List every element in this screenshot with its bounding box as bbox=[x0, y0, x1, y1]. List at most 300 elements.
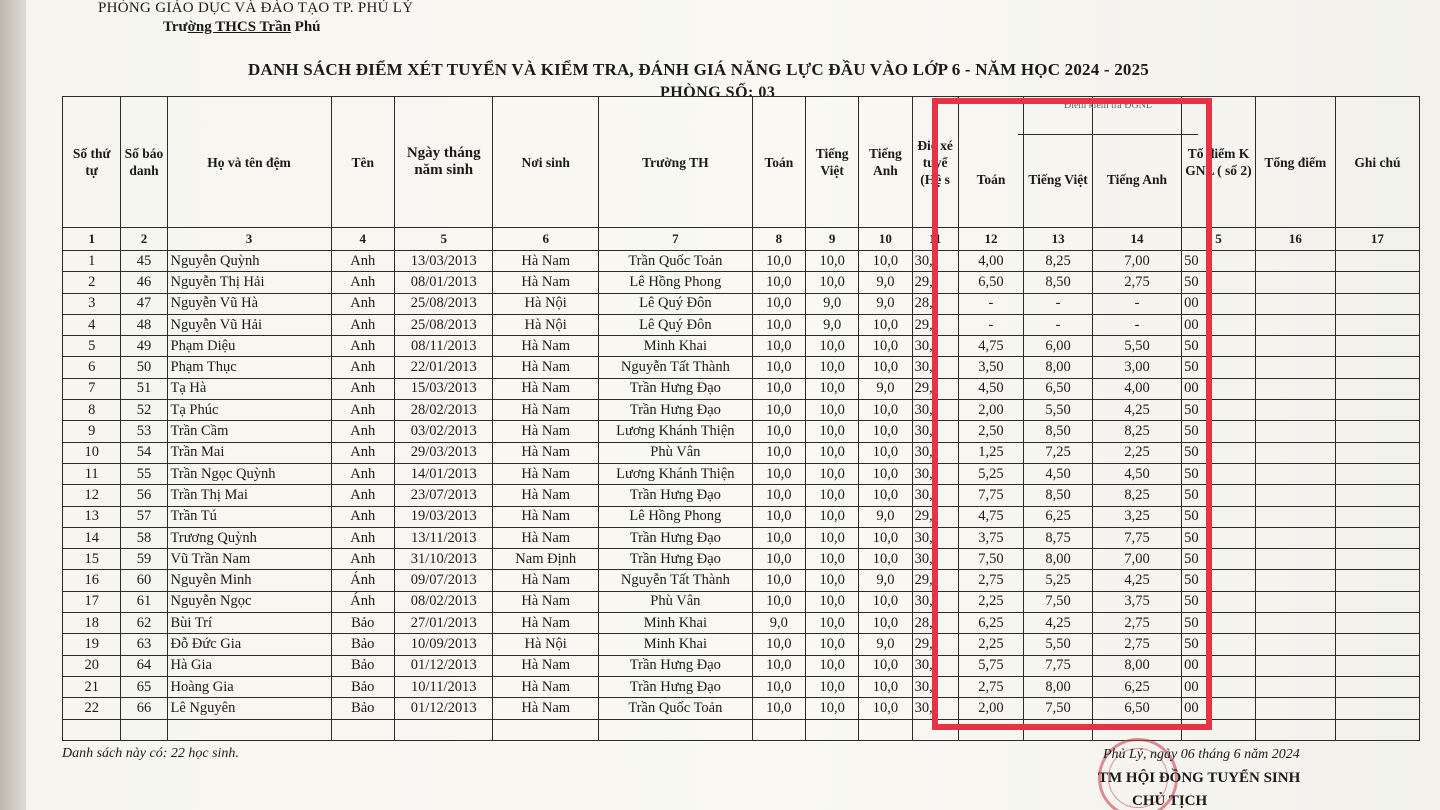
cell-ghi-chu bbox=[1335, 613, 1419, 634]
cell-tong-gnl: 50 bbox=[1182, 463, 1256, 484]
column-number: 10 bbox=[859, 228, 912, 251]
cell-toan: 10,0 bbox=[752, 421, 805, 442]
cell-sbd: 64 bbox=[121, 655, 167, 676]
cell-tieng-anh: 10,0 bbox=[859, 655, 912, 676]
cell-gnl-tieng-viet: 6,25 bbox=[1024, 506, 1093, 527]
cell-ghi-chu bbox=[1335, 442, 1419, 463]
cell-diem-xet-tuyen: 30, bbox=[912, 400, 958, 421]
table-row bbox=[63, 485, 1420, 506]
cell-sbd: 45 bbox=[121, 251, 167, 272]
room-number: PHÒNG SỐ: 03 bbox=[660, 84, 776, 101]
cell-gnl-tieng-anh: 4,25 bbox=[1092, 570, 1181, 591]
cell-truong-th: Nguyễn Tất Thành bbox=[598, 570, 752, 591]
cell-stt: 5 bbox=[63, 336, 121, 357]
cell-ten: Anh bbox=[331, 357, 395, 378]
cell-gnl-tieng-anh: 4,25 bbox=[1092, 400, 1181, 421]
cell-diem-xet-tuyen: 28, bbox=[912, 293, 958, 314]
cell-tieng-anh: 10,0 bbox=[859, 463, 912, 484]
cell-tieng-anh: 9,0 bbox=[859, 634, 912, 655]
cell-tong-gnl: 50 bbox=[1182, 485, 1256, 506]
cell-tieng-viet: 9,0 bbox=[806, 314, 859, 335]
signing-date: Phủ Lý, ngày 06 tháng 6 năm 2024 bbox=[1103, 747, 1300, 762]
cell-tieng-viet: 10,0 bbox=[806, 463, 859, 484]
cell-gnl-tieng-anh: 3,75 bbox=[1092, 591, 1181, 612]
cell-ngay-sinh: 25/08/2013 bbox=[395, 293, 493, 314]
council-title: TM HỘI ĐỒNG TUYỂN SINH bbox=[1098, 770, 1301, 786]
cell-toan: 10,0 bbox=[752, 442, 805, 463]
cell-gnl-tieng-anh: - bbox=[1092, 314, 1181, 335]
table-row bbox=[63, 272, 1420, 293]
empty-cell bbox=[167, 719, 331, 740]
cell-ngay-sinh: 22/01/2013 bbox=[395, 357, 493, 378]
cell-toan: 10,0 bbox=[752, 570, 805, 591]
cell-tieng-anh: 10,0 bbox=[859, 591, 912, 612]
cell-gnl-tieng-anh: 3,00 bbox=[1092, 357, 1181, 378]
cell-stt: 14 bbox=[63, 527, 121, 548]
cell-tong-gnl: 50 bbox=[1182, 634, 1256, 655]
column-number: 7 bbox=[598, 228, 752, 251]
cell-ngay-sinh: 08/01/2013 bbox=[395, 272, 493, 293]
column-number: 1 bbox=[63, 228, 121, 251]
cell-ten: Anh bbox=[331, 272, 395, 293]
red-highlight-box bbox=[932, 98, 1212, 730]
cell-ho-dem: Tạ Phúc bbox=[167, 400, 331, 421]
cell-diem-xet-tuyen: 30, bbox=[912, 421, 958, 442]
cell-noi-sinh: Hà Nam bbox=[493, 357, 599, 378]
cell-ten: Anh bbox=[331, 314, 395, 335]
empty-cell bbox=[752, 719, 805, 740]
cell-ten: Bảo bbox=[331, 613, 395, 634]
col-header-ho-dem: Họ và tên đệm bbox=[167, 97, 331, 228]
cell-tieng-anh: 9,0 bbox=[859, 272, 912, 293]
cell-ghi-chu bbox=[1335, 570, 1419, 591]
cell-diem-xet-tuyen: 29, bbox=[912, 314, 958, 335]
gnl-group-header: Điểm kiểm tra ĐGNL bbox=[1018, 100, 1198, 135]
cell-gnl-tieng-viet: 7,50 bbox=[1024, 591, 1093, 612]
cell-ho-dem: Bùi Trí bbox=[167, 613, 331, 634]
cell-gnl-tieng-viet: 8,25 bbox=[1024, 251, 1093, 272]
cell-truong-th: Trần Hưng Đạo bbox=[598, 549, 752, 570]
cell-tong-diem bbox=[1255, 527, 1335, 548]
table-row bbox=[63, 549, 1420, 570]
cell-tong-gnl: 50 bbox=[1182, 357, 1256, 378]
column-number: 9 bbox=[806, 228, 859, 251]
cell-gnl-tieng-viet: 7,50 bbox=[1024, 698, 1093, 719]
cell-noi-sinh: Hà Nam bbox=[493, 570, 599, 591]
cell-gnl-toan: 3,75 bbox=[958, 527, 1024, 548]
cell-truong-th: Lương Khánh Thiện bbox=[598, 463, 752, 484]
cell-tong-diem bbox=[1255, 400, 1335, 421]
col-header-ten: Tên bbox=[331, 97, 395, 228]
cell-ho-dem: Trần Tú bbox=[167, 506, 331, 527]
cell-truong-th: Lê Hồng Phong bbox=[598, 272, 752, 293]
cell-gnl-tieng-anh: 2,25 bbox=[1092, 442, 1181, 463]
cell-gnl-toan: - bbox=[958, 293, 1024, 314]
cell-gnl-tieng-viet: 8,00 bbox=[1024, 357, 1093, 378]
cell-diem-xet-tuyen: 30, bbox=[912, 698, 958, 719]
cell-ten: Bảo bbox=[331, 634, 395, 655]
cell-sbd: 60 bbox=[121, 570, 167, 591]
cell-truong-th: Minh Khai bbox=[598, 634, 752, 655]
cell-toan: 10,0 bbox=[752, 485, 805, 506]
cell-sbd: 48 bbox=[121, 314, 167, 335]
cell-gnl-tieng-anh: 2,75 bbox=[1092, 613, 1181, 634]
cell-ho-dem: Phạm Diệu bbox=[167, 336, 331, 357]
cell-tieng-viet: 10,0 bbox=[806, 485, 859, 506]
column-number: 6 bbox=[493, 228, 599, 251]
cell-gnl-tieng-anh: 8,25 bbox=[1092, 421, 1181, 442]
cell-tieng-anh: 9,0 bbox=[859, 506, 912, 527]
cell-toan: 10,0 bbox=[752, 272, 805, 293]
cell-sbd: 54 bbox=[121, 442, 167, 463]
cell-sbd: 56 bbox=[121, 485, 167, 506]
student-count: Danh sách này có: 22 học sinh. bbox=[62, 746, 239, 761]
table-row bbox=[63, 400, 1420, 421]
col-header-gnl-tieng-anh: Tiếng Anh bbox=[1092, 97, 1181, 228]
cell-gnl-tieng-viet: 6,50 bbox=[1024, 378, 1093, 399]
cell-ten: Anh bbox=[331, 527, 395, 548]
cell-tieng-anh: 10,0 bbox=[859, 421, 912, 442]
cell-stt: 20 bbox=[63, 655, 121, 676]
cell-gnl-toan: 1,25 bbox=[958, 442, 1024, 463]
cell-diem-xet-tuyen: 29, bbox=[912, 506, 958, 527]
cell-tong-diem bbox=[1255, 251, 1335, 272]
col-header-toan: Toán bbox=[752, 97, 805, 228]
cell-gnl-toan: 4,50 bbox=[958, 378, 1024, 399]
cell-tong-gnl: 50 bbox=[1182, 336, 1256, 357]
cell-tong-diem bbox=[1255, 655, 1335, 676]
empty-cell bbox=[395, 719, 493, 740]
column-number: 16 bbox=[1255, 228, 1335, 251]
cell-sbd: 63 bbox=[121, 634, 167, 655]
cell-gnl-tieng-viet: 4,50 bbox=[1024, 463, 1093, 484]
cell-tieng-viet: 10,0 bbox=[806, 251, 859, 272]
cell-ho-dem: Trần Ngọc Quỳnh bbox=[167, 463, 331, 484]
col-header-tong-diem: Tổng điểm bbox=[1255, 97, 1335, 228]
cell-gnl-toan: 6,50 bbox=[958, 272, 1024, 293]
cell-truong-th: Phù Vân bbox=[598, 442, 752, 463]
column-number: 8 bbox=[752, 228, 805, 251]
cell-tong-diem bbox=[1255, 698, 1335, 719]
cell-tong-diem bbox=[1255, 336, 1335, 357]
cell-ghi-chu bbox=[1335, 272, 1419, 293]
cell-tong-gnl: 00 bbox=[1182, 314, 1256, 335]
table-row bbox=[63, 655, 1420, 676]
col-header-noi-sinh: Nơi sinh bbox=[493, 97, 599, 228]
cell-toan: 10,0 bbox=[752, 336, 805, 357]
cell-ghi-chu bbox=[1335, 357, 1419, 378]
cell-tieng-viet: 10,0 bbox=[806, 442, 859, 463]
col-header-stt: Số thứ tự bbox=[63, 97, 121, 228]
cell-noi-sinh: Hà Nam bbox=[493, 698, 599, 719]
cell-tong-diem bbox=[1255, 357, 1335, 378]
cell-stt: 21 bbox=[63, 676, 121, 697]
cell-noi-sinh: Hà Nam bbox=[493, 613, 599, 634]
cell-ho-dem: Nguyễn Ngọc bbox=[167, 591, 331, 612]
cell-ghi-chu bbox=[1335, 634, 1419, 655]
cell-stt: 17 bbox=[63, 591, 121, 612]
cell-ho-dem: Nguyễn Thị Hải bbox=[167, 272, 331, 293]
cell-gnl-tieng-viet: - bbox=[1024, 293, 1093, 314]
cell-gnl-toan: - bbox=[958, 314, 1024, 335]
cell-tieng-anh: 10,0 bbox=[859, 698, 912, 719]
table-row bbox=[63, 251, 1420, 272]
cell-gnl-toan: 2,25 bbox=[958, 591, 1024, 612]
col-header-ngay-sinh: Ngày tháng năm sinh bbox=[395, 97, 493, 228]
cell-noi-sinh: Hà Nam bbox=[493, 655, 599, 676]
cell-sbd: 47 bbox=[121, 293, 167, 314]
cell-ghi-chu bbox=[1335, 336, 1419, 357]
cell-sbd: 53 bbox=[121, 421, 167, 442]
column-number-row bbox=[63, 228, 1420, 251]
cell-gnl-toan: 7,50 bbox=[958, 549, 1024, 570]
cell-tong-gnl: 00 bbox=[1182, 293, 1256, 314]
cell-ngay-sinh: 01/12/2013 bbox=[395, 655, 493, 676]
cell-ho-dem: Nguyễn Minh bbox=[167, 570, 331, 591]
cell-tieng-viet: 10,0 bbox=[806, 698, 859, 719]
cell-tong-gnl: 50 bbox=[1182, 400, 1256, 421]
cell-tieng-viet: 10,0 bbox=[806, 527, 859, 548]
cell-ngay-sinh: 29/03/2013 bbox=[395, 442, 493, 463]
table-header-row bbox=[63, 97, 1420, 228]
cell-ho-dem: Phạm Thục bbox=[167, 357, 331, 378]
column-number: 5 bbox=[1182, 228, 1256, 251]
cell-gnl-tieng-anh: 7,00 bbox=[1092, 251, 1181, 272]
cell-gnl-tieng-viet: 7,25 bbox=[1024, 442, 1093, 463]
cell-diem-xet-tuyen: 30, bbox=[912, 676, 958, 697]
cell-gnl-tieng-viet: 4,25 bbox=[1024, 613, 1093, 634]
cell-stt: 3 bbox=[63, 293, 121, 314]
cell-truong-th: Nguyễn Tất Thành bbox=[598, 357, 752, 378]
cell-noi-sinh: Hà Nội bbox=[493, 314, 599, 335]
cell-truong-th: Trần Quốc Toản bbox=[598, 251, 752, 272]
school-name-underlined: ờng THCS Trần bbox=[187, 19, 291, 35]
cell-tong-gnl: 00 bbox=[1182, 655, 1256, 676]
cell-ghi-chu bbox=[1335, 485, 1419, 506]
table-row bbox=[63, 378, 1420, 399]
column-number: 13 bbox=[1024, 228, 1093, 251]
cell-ten: Anh bbox=[331, 463, 395, 484]
col-header-sbd: Số báo danh bbox=[121, 97, 167, 228]
cell-stt: 4 bbox=[63, 314, 121, 335]
cell-tong-diem bbox=[1255, 378, 1335, 399]
cell-noi-sinh: Hà Nam bbox=[493, 591, 599, 612]
cell-gnl-toan: 2,75 bbox=[958, 570, 1024, 591]
cell-toan: 10,0 bbox=[752, 293, 805, 314]
cell-ten: Bảo bbox=[331, 698, 395, 719]
school-name bbox=[163, 19, 321, 36]
cell-ho-dem: Trần Thị Mai bbox=[167, 485, 331, 506]
table-row bbox=[63, 506, 1420, 527]
table-row bbox=[63, 442, 1420, 463]
cell-gnl-tieng-anh: 6,50 bbox=[1092, 698, 1181, 719]
cell-noi-sinh: Hà Nam bbox=[493, 463, 599, 484]
cell-gnl-tieng-viet: 5,50 bbox=[1024, 400, 1093, 421]
school-name-part: Trư bbox=[163, 19, 188, 35]
cell-ngay-sinh: 19/03/2013 bbox=[395, 506, 493, 527]
cell-truong-th: Lê Hồng Phong bbox=[598, 506, 752, 527]
cell-ngay-sinh: 08/02/2013 bbox=[395, 591, 493, 612]
cell-stt: 18 bbox=[63, 613, 121, 634]
cell-gnl-tieng-anh: 7,00 bbox=[1092, 549, 1181, 570]
cell-ghi-chu bbox=[1335, 251, 1419, 272]
cell-tieng-anh: 10,0 bbox=[859, 357, 912, 378]
cell-diem-xet-tuyen: 30, bbox=[912, 591, 958, 612]
cell-toan: 9,0 bbox=[752, 613, 805, 634]
col-header-truong-th: Trường TH bbox=[598, 97, 752, 228]
cell-stt: 15 bbox=[63, 549, 121, 570]
cell-tong-gnl: 50 bbox=[1182, 527, 1256, 548]
cell-gnl-toan: 4,75 bbox=[958, 336, 1024, 357]
cell-tong-diem bbox=[1255, 613, 1335, 634]
cell-ghi-chu bbox=[1335, 400, 1419, 421]
col-header-tong-gnl: Tổ điểm K GNL ( số 2) bbox=[1182, 97, 1256, 228]
empty-cell bbox=[1335, 719, 1419, 740]
score-table bbox=[62, 96, 1420, 741]
cell-tieng-viet: 10,0 bbox=[806, 570, 859, 591]
cell-gnl-tieng-anh: 7,75 bbox=[1092, 527, 1181, 548]
cell-ten: Anh bbox=[331, 293, 395, 314]
cell-ngay-sinh: 01/12/2013 bbox=[395, 698, 493, 719]
cell-sbd: 50 bbox=[121, 357, 167, 378]
cell-tong-gnl: 50 bbox=[1182, 272, 1256, 293]
cell-truong-th: Trần Hưng Đạo bbox=[598, 378, 752, 399]
cell-ho-dem: Nguyễn Vũ Hải bbox=[167, 314, 331, 335]
cell-diem-xet-tuyen: 28, bbox=[912, 613, 958, 634]
cell-ghi-chu bbox=[1335, 655, 1419, 676]
cell-diem-xet-tuyen: 30, bbox=[912, 655, 958, 676]
column-number: 4 bbox=[331, 228, 395, 251]
cell-gnl-tieng-viet: 8,00 bbox=[1024, 676, 1093, 697]
cell-gnl-tieng-anh: 6,25 bbox=[1092, 676, 1181, 697]
cell-ngay-sinh: 13/11/2013 bbox=[395, 527, 493, 548]
cell-ho-dem: Trương Quỳnh bbox=[167, 527, 331, 548]
empty-cell bbox=[63, 719, 121, 740]
empty-cell bbox=[859, 719, 912, 740]
cell-tieng-viet: 10,0 bbox=[806, 676, 859, 697]
cell-diem-xet-tuyen: 29, bbox=[912, 570, 958, 591]
cell-ten: Anh bbox=[331, 549, 395, 570]
column-number: 2 bbox=[121, 228, 167, 251]
cell-ghi-chu bbox=[1335, 698, 1419, 719]
cell-tieng-viet: 10,0 bbox=[806, 421, 859, 442]
column-number: 14 bbox=[1092, 228, 1181, 251]
cell-noi-sinh: Hà Nội bbox=[493, 634, 599, 655]
cell-tong-diem bbox=[1255, 421, 1335, 442]
cell-ghi-chu bbox=[1335, 527, 1419, 548]
cell-noi-sinh: Hà Nam bbox=[493, 485, 599, 506]
cell-diem-xet-tuyen: 30, bbox=[912, 251, 958, 272]
page-edge-shadow bbox=[0, 0, 26, 810]
cell-noi-sinh: Hà Nam bbox=[493, 421, 599, 442]
cell-ho-dem: Hoàng Gia bbox=[167, 676, 331, 697]
cell-ho-dem: Hà Gia bbox=[167, 655, 331, 676]
cell-tieng-viet: 10,0 bbox=[806, 357, 859, 378]
table-row bbox=[63, 314, 1420, 335]
cell-truong-th: Minh Khai bbox=[598, 336, 752, 357]
cell-tong-gnl: 50 bbox=[1182, 421, 1256, 442]
cell-gnl-toan: 6,25 bbox=[958, 613, 1024, 634]
cell-tong-diem bbox=[1255, 634, 1335, 655]
cell-gnl-tieng-viet: 8,50 bbox=[1024, 485, 1093, 506]
cell-sbd: 65 bbox=[121, 676, 167, 697]
cell-gnl-tieng-anh: 8,25 bbox=[1092, 485, 1181, 506]
cell-ngay-sinh: 27/01/2013 bbox=[395, 613, 493, 634]
empty-cell bbox=[598, 719, 752, 740]
cell-tieng-anh: 10,0 bbox=[859, 336, 912, 357]
cell-tieng-anh: 10,0 bbox=[859, 251, 912, 272]
col-header-gnl-tieng-viet: Tiếng Việt bbox=[1024, 97, 1093, 228]
cell-toan: 10,0 bbox=[752, 400, 805, 421]
col-header-diem-xet-tuyen: Điể xé tuyể (Hệ s bbox=[912, 97, 958, 228]
cell-ghi-chu bbox=[1335, 463, 1419, 484]
cell-stt: 22 bbox=[63, 698, 121, 719]
cell-tieng-viet: 9,0 bbox=[806, 293, 859, 314]
cell-gnl-toan: 2,00 bbox=[958, 698, 1024, 719]
cell-ngay-sinh: 28/02/2013 bbox=[395, 400, 493, 421]
cell-tieng-viet: 10,0 bbox=[806, 591, 859, 612]
cell-tong-diem bbox=[1255, 272, 1335, 293]
cell-tong-gnl: 50 bbox=[1182, 570, 1256, 591]
cell-gnl-tieng-viet: 6,00 bbox=[1024, 336, 1093, 357]
cell-toan: 10,0 bbox=[752, 314, 805, 335]
cell-ngay-sinh: 23/07/2013 bbox=[395, 485, 493, 506]
cell-sbd: 46 bbox=[121, 272, 167, 293]
table-body bbox=[63, 251, 1420, 741]
cell-stt: 2 bbox=[63, 272, 121, 293]
cell-ghi-chu bbox=[1335, 549, 1419, 570]
cell-truong-th: Trần Quốc Toản bbox=[598, 698, 752, 719]
cell-gnl-tieng-anh: - bbox=[1092, 293, 1181, 314]
cell-ngay-sinh: 31/10/2013 bbox=[395, 549, 493, 570]
cell-toan: 10,0 bbox=[752, 698, 805, 719]
cell-toan: 10,0 bbox=[752, 655, 805, 676]
cell-sbd: 58 bbox=[121, 527, 167, 548]
cell-tieng-anh: 10,0 bbox=[859, 314, 912, 335]
cell-toan: 10,0 bbox=[752, 463, 805, 484]
table-row-empty bbox=[63, 719, 1420, 740]
cell-ho-dem: Trần Mai bbox=[167, 442, 331, 463]
table-row bbox=[63, 357, 1420, 378]
cell-toan: 10,0 bbox=[752, 591, 805, 612]
cell-gnl-tieng-viet: 7,75 bbox=[1024, 655, 1093, 676]
cell-tieng-viet: 10,0 bbox=[806, 549, 859, 570]
cell-toan: 10,0 bbox=[752, 357, 805, 378]
cell-gnl-toan: 5,25 bbox=[958, 463, 1024, 484]
col-header-tieng-viet: Tiếng Việt bbox=[806, 97, 859, 228]
document-title: DANH SÁCH ĐIỂM XÉT TUYỂN VÀ KIỂM TRA, ĐÁNH GIÁ NĂNG LỰC ĐẦU VÀO LỚP 6 - NĂM HỌC 2024 - 2025 bbox=[248, 60, 1149, 79]
cell-ghi-chu bbox=[1335, 421, 1419, 442]
cell-stt: 19 bbox=[63, 634, 121, 655]
cell-tong-gnl: 00 bbox=[1182, 676, 1256, 697]
cell-gnl-tieng-anh: 2,75 bbox=[1092, 634, 1181, 655]
cell-truong-th: Lê Quý Đôn bbox=[598, 293, 752, 314]
cell-truong-th: Lê Quý Đôn bbox=[598, 314, 752, 335]
chair-title: CHỦ TỊCH bbox=[1132, 793, 1208, 809]
cell-truong-th: Trần Hưng Đạo bbox=[598, 485, 752, 506]
table-row bbox=[63, 336, 1420, 357]
cell-diem-xet-tuyen: 29, bbox=[912, 378, 958, 399]
cell-sbd: 61 bbox=[121, 591, 167, 612]
cell-gnl-tieng-viet: 8,75 bbox=[1024, 527, 1093, 548]
cell-noi-sinh: Hà Nam bbox=[493, 272, 599, 293]
cell-sbd: 59 bbox=[121, 549, 167, 570]
cell-tieng-anh: 9,0 bbox=[859, 570, 912, 591]
cell-diem-xet-tuyen: 30, bbox=[912, 336, 958, 357]
cell-ghi-chu bbox=[1335, 378, 1419, 399]
cell-toan: 10,0 bbox=[752, 527, 805, 548]
cell-stt: 16 bbox=[63, 570, 121, 591]
